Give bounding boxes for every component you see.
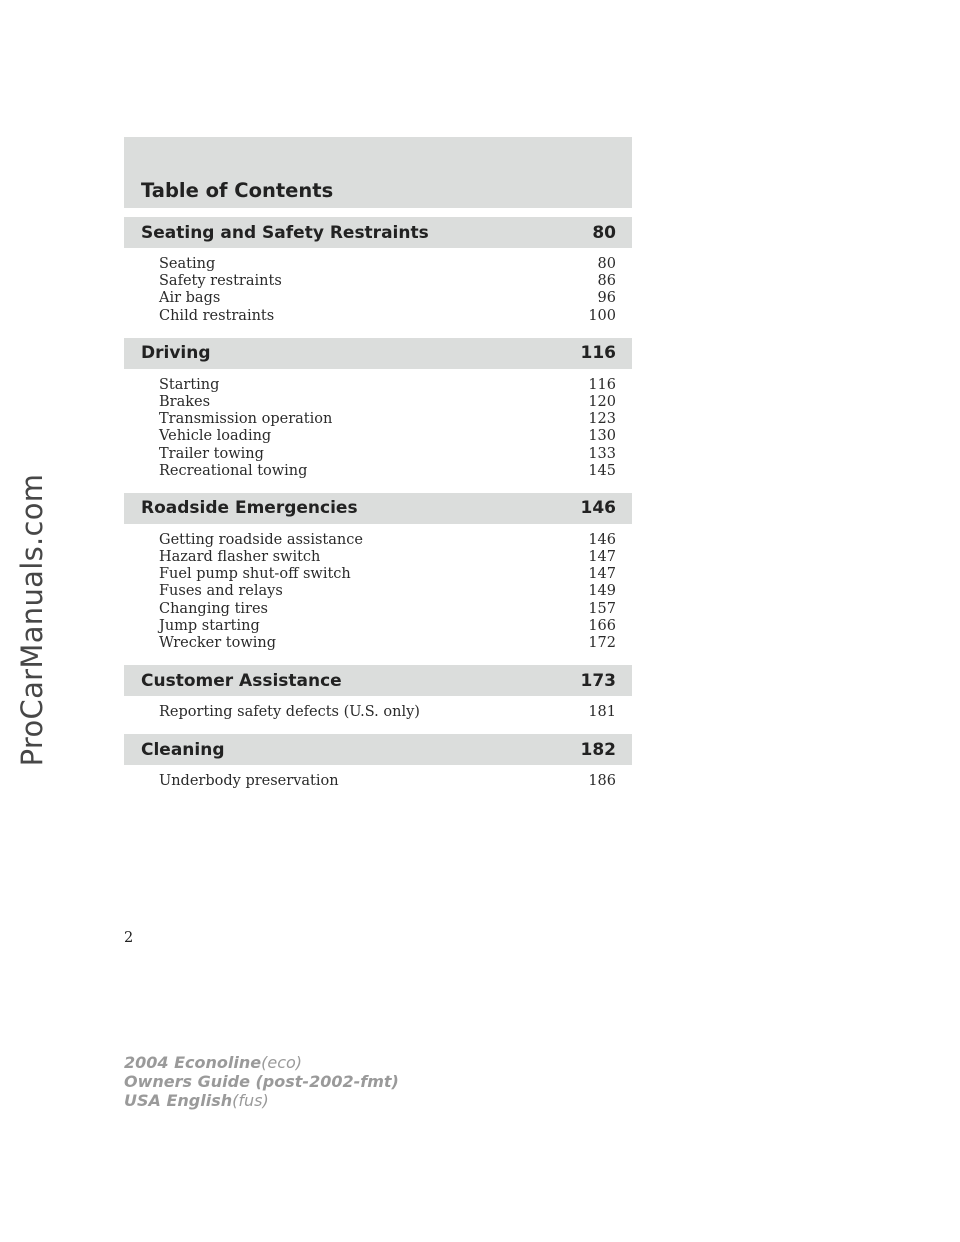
section-heading[interactable] [124,665,632,696]
toc-entry[interactable] [159,290,616,307]
section-page: 146 [580,498,616,519]
entry-page: 116 [588,376,616,393]
toc-section-roadside-emergencies [124,493,632,656]
footer-line-language [124,1091,399,1110]
section-title: Seating and Safety Restraints [141,222,429,243]
section-page: 80 [592,222,616,243]
entry-page: 145 [588,462,616,479]
entry-label: Changing tires [159,600,268,617]
entry-page: 166 [588,617,616,634]
section-heading[interactable] [124,338,632,369]
entry-page: 86 [597,273,616,290]
section-title: Roadside Emergencies [141,498,358,519]
toc-entry[interactable] [159,377,616,394]
entry-page: 146 [588,531,616,548]
entry-page: 147 [588,549,616,566]
entry-page: 96 [597,290,616,307]
entry-label: Safety restraints [159,273,282,290]
entry-label: Starting [159,376,220,393]
entry-label: Jump starting [159,617,260,634]
toc-entry[interactable] [159,273,616,290]
entry-page: 186 [588,773,616,790]
entry-label: Reporting safety defects (U.S. only) [159,704,420,721]
entry-label: Trailer towing [159,445,264,462]
footer-model: 2004 Econoline [124,1053,262,1072]
entry-page: 120 [588,393,616,410]
watermark-text: ProCarManuals.com [15,473,49,767]
toc-entry[interactable] [159,411,616,428]
section-page: 116 [580,343,616,364]
toc-entry[interactable] [159,256,616,273]
page-number: 2 [124,930,134,946]
entry-label: Hazard flasher switch [159,549,321,566]
toc-entry[interactable] [159,566,616,583]
entry-label: Getting roadside assistance [159,531,363,548]
footer-guide: Owners Guide (post-2002-fmt) [124,1072,399,1091]
entry-label: Transmission operation [159,411,333,428]
toc-entry[interactable] [159,601,616,618]
entry-label: Fuel pump shut-off switch [159,566,351,583]
footer-language: USA English [124,1091,233,1110]
section-heading[interactable] [124,217,632,248]
section-title: Customer Assistance [141,670,342,691]
section-page: 173 [580,670,616,691]
toc-entry[interactable] [159,446,616,463]
entry-page: 100 [588,307,616,324]
entry-label: Underbody preservation [159,773,339,790]
section-heading[interactable] [124,734,632,765]
entry-page: 130 [588,428,616,445]
section-entries [124,248,632,329]
entry-page: 123 [588,411,616,428]
section-page: 182 [580,739,616,760]
toc-title: Table of Contents [141,179,334,202]
section-heading[interactable] [124,493,632,524]
entry-label: Recreational towing [159,462,308,479]
table-of-contents [124,137,632,795]
footer-line-model [124,1053,399,1072]
entry-label: Vehicle loading [159,428,272,445]
entry-page: 149 [588,583,616,600]
toc-entry[interactable] [159,635,616,652]
toc-entry[interactable] [159,583,616,600]
section-entries [124,696,632,725]
footer-model-code: (eco) [261,1053,303,1072]
entry-label: Air bags [159,290,221,307]
footer-line-guide [124,1072,399,1091]
section-title: Driving [141,343,211,364]
toc-entry[interactable] [159,463,616,480]
toc-section-seating [124,217,632,329]
toc-entry[interactable] [159,549,616,566]
toc-entry[interactable] [159,308,616,325]
toc-entry[interactable] [159,618,616,635]
toc-entry[interactable] [159,532,616,549]
toc-section-driving [124,338,632,484]
toc-entry[interactable] [159,428,616,445]
entry-page: 172 [588,635,616,651]
entry-page: 147 [588,566,616,583]
entry-page: 157 [588,600,616,617]
toc-section-customer-assistance [124,665,632,725]
entry-label: Child restraints [159,307,275,324]
section-entries [124,369,632,484]
section-entries [124,524,632,656]
footer [124,1053,399,1110]
toc-entry[interactable] [159,394,616,411]
footer-language-code: (fus) [232,1091,269,1110]
toc-header [124,137,632,208]
entry-label: Seating [159,256,216,272]
section-entries [124,765,632,794]
toc-entry[interactable] [159,773,616,790]
entry-page: 80 [597,256,616,272]
entry-label: Fuses and relays [159,583,283,600]
entry-label: Wrecker towing [159,635,277,651]
section-title: Cleaning [141,739,225,760]
entry-page: 181 [588,704,616,721]
entry-page: 133 [588,445,616,462]
entry-label: Brakes [159,393,211,410]
watermark [0,0,64,1242]
toc-section-cleaning [124,734,632,794]
toc-entry[interactable] [159,704,616,721]
